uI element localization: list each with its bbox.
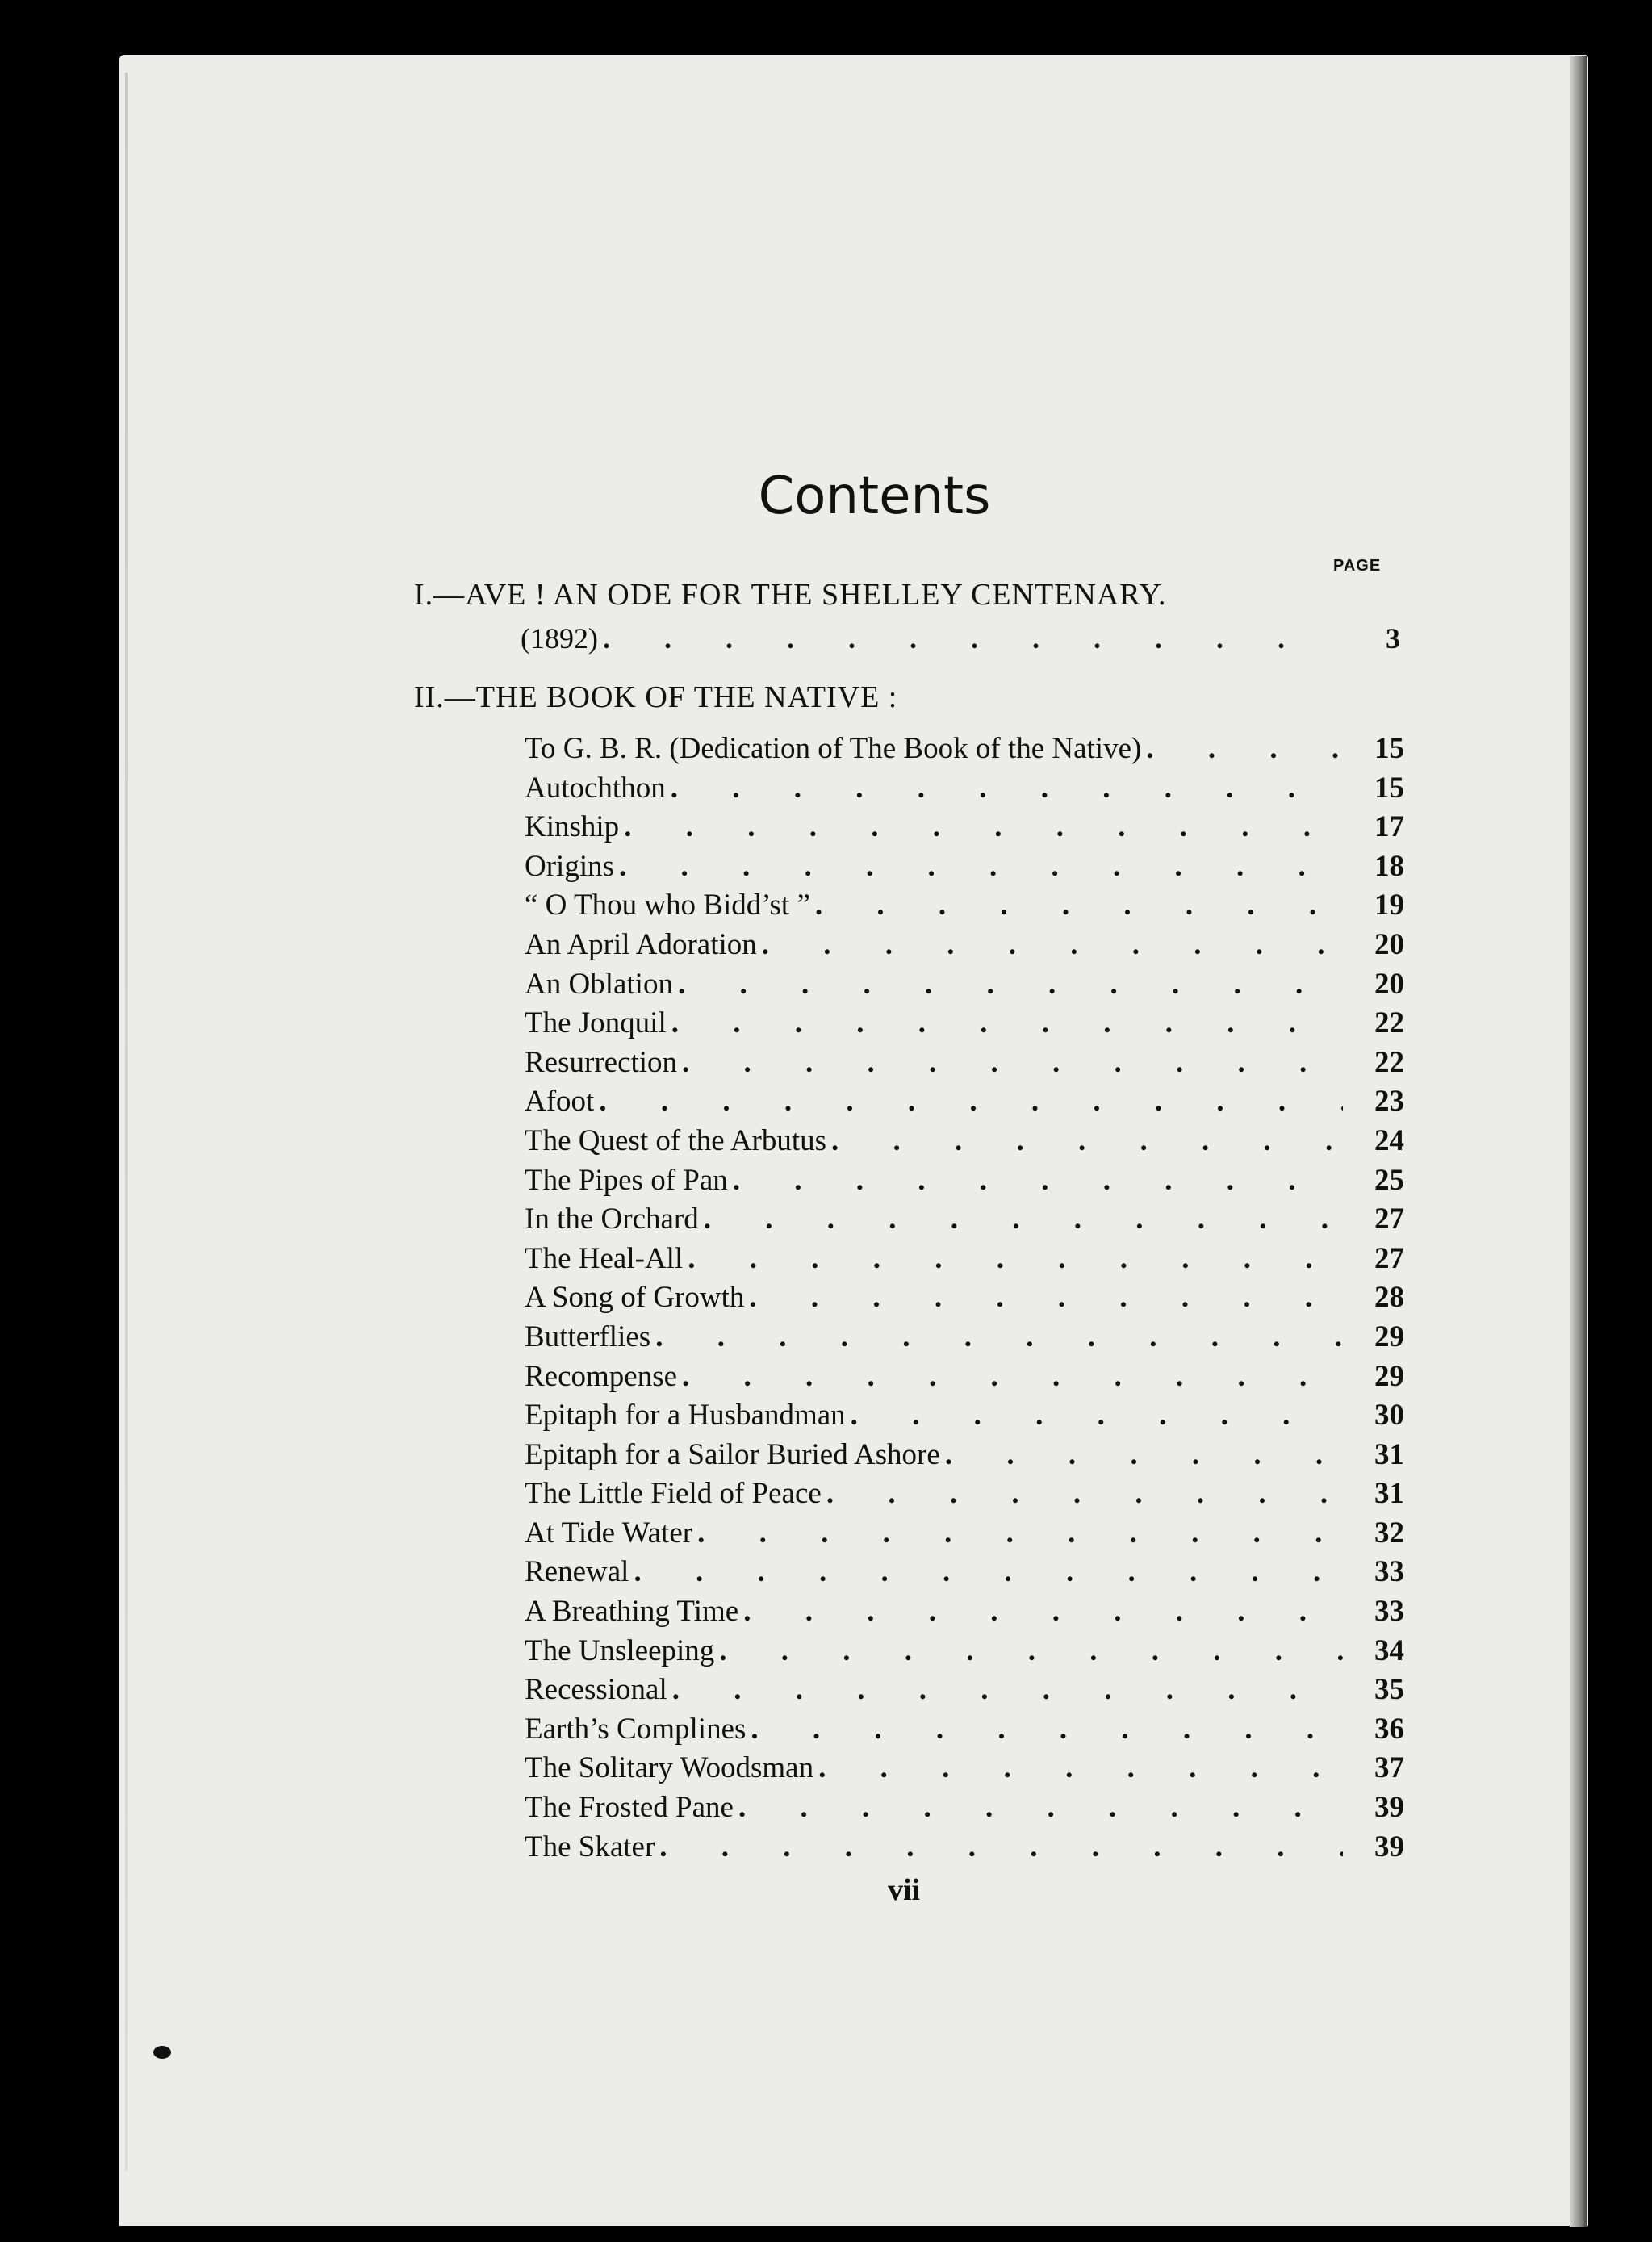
toc-entry-title: In the Orchard bbox=[525, 1203, 699, 1236]
toc-entry-page: 3 bbox=[1386, 622, 1400, 655]
leader-dots bbox=[749, 1278, 1343, 1318]
toc-entry-page: 18 bbox=[1374, 849, 1404, 883]
leader-dots bbox=[678, 965, 1343, 1005]
toc-entry-page: 20 bbox=[1374, 927, 1404, 961]
toc-entry-page: 15 bbox=[1374, 771, 1404, 805]
toc-entry-title: The Solitary Woodsman bbox=[525, 1751, 814, 1785]
toc-entry-title: The Pipes of Pan bbox=[525, 1163, 728, 1197]
toc-entry bbox=[525, 926, 1404, 965]
toc-entry-page: 39 bbox=[1374, 1791, 1404, 1825]
leader-dots bbox=[619, 847, 1343, 887]
toc-entry bbox=[525, 965, 1404, 1005]
page-edge-shadow bbox=[1570, 56, 1587, 2227]
toc-entry bbox=[525, 1318, 1404, 1357]
ink-blot bbox=[153, 2046, 171, 2059]
toc-entry bbox=[525, 1278, 1404, 1318]
toc-entry bbox=[525, 769, 1404, 809]
leader-dots bbox=[682, 1044, 1343, 1083]
toc-entry-title: Recessional bbox=[525, 1673, 667, 1707]
toc-entry bbox=[525, 1788, 1404, 1828]
toc-entry-title: Autochthon bbox=[525, 771, 666, 805]
toc-entry-title: Earth’s Complines bbox=[525, 1712, 747, 1746]
section-heading-2: II.—THE BOOK OF THE NATIVE : bbox=[414, 680, 898, 714]
toc-entry-title: Origins bbox=[525, 849, 614, 883]
toc-entry-title: Recompense bbox=[525, 1359, 678, 1393]
toc-entry-title: A Breathing Time bbox=[525, 1595, 739, 1629]
toc-entry-page: 39 bbox=[1374, 1830, 1404, 1863]
toc-entry-page: 31 bbox=[1374, 1437, 1404, 1471]
toc-entry-page: 29 bbox=[1374, 1359, 1404, 1393]
toc-entry bbox=[525, 1474, 1404, 1514]
toc-entry-page: 22 bbox=[1374, 1045, 1404, 1079]
toc-entry bbox=[525, 1357, 1404, 1397]
leader-dots bbox=[599, 1082, 1343, 1122]
leader-dots bbox=[831, 1122, 1343, 1161]
toc-entry bbox=[525, 1828, 1404, 1868]
toc-entry-page: 23 bbox=[1374, 1085, 1404, 1119]
leader-dots bbox=[733, 1161, 1343, 1201]
page-number: vii bbox=[888, 1873, 921, 1907]
leader-dots bbox=[719, 1632, 1343, 1671]
toc-entry-title: At Tide Water bbox=[525, 1516, 693, 1550]
toc-entry bbox=[525, 847, 1404, 887]
leader-dots bbox=[603, 621, 1339, 655]
toc-entry-page: 22 bbox=[1374, 1006, 1404, 1040]
toc-entry-title: “ O Thou who Bidd’st ” bbox=[525, 889, 810, 922]
toc-entry bbox=[525, 1592, 1404, 1632]
toc-entry-title: Resurrection bbox=[525, 1045, 678, 1079]
leader-dots bbox=[697, 1514, 1343, 1554]
toc-entry-page: 36 bbox=[1374, 1712, 1404, 1746]
leader-dots bbox=[682, 1357, 1343, 1397]
toc-list bbox=[525, 730, 1404, 1867]
leader-dots bbox=[826, 1474, 1343, 1514]
section-heading-1: I.—AVE ! AN ODE FOR THE SHELLEY CENTENARY. bbox=[414, 578, 1167, 612]
toc-entry bbox=[525, 1514, 1404, 1554]
toc-entry bbox=[525, 1044, 1404, 1083]
toc-entry bbox=[525, 1671, 1404, 1710]
leader-dots bbox=[688, 1240, 1343, 1279]
leader-dots bbox=[659, 1828, 1343, 1868]
toc-entry-title: Kinship bbox=[525, 810, 620, 844]
leader-dots bbox=[671, 1004, 1343, 1044]
leader-dots bbox=[743, 1592, 1343, 1632]
page-gutter bbox=[125, 73, 128, 2171]
leader-dots bbox=[738, 1788, 1343, 1828]
leader-dots bbox=[624, 808, 1343, 847]
toc-entry-title: An April Adoration bbox=[525, 927, 757, 961]
leader-dots bbox=[655, 1318, 1343, 1357]
leader-dots bbox=[751, 1710, 1343, 1750]
toc-entry-title: Epitaph for a Sailor Buried Ashore bbox=[525, 1437, 940, 1471]
toc-entry bbox=[525, 1396, 1404, 1436]
leader-dots bbox=[672, 1671, 1343, 1710]
leader-dots bbox=[815, 886, 1343, 926]
toc-entry-title: The Little Field of Peace bbox=[525, 1477, 822, 1511]
toc-entry bbox=[525, 1004, 1404, 1044]
toc-entry-title: An Oblation bbox=[525, 967, 673, 1001]
toc-entry bbox=[525, 1749, 1404, 1788]
toc-entry-title: Afoot bbox=[525, 1085, 595, 1119]
leader-dots bbox=[945, 1436, 1343, 1475]
toc-entry-title: The Heal-All bbox=[525, 1241, 684, 1275]
toc-entry-title: The Unsleeping bbox=[525, 1633, 715, 1667]
toc-entry bbox=[525, 886, 1404, 926]
toc-entry bbox=[525, 1200, 1404, 1240]
leader-dots bbox=[1146, 730, 1343, 769]
toc-entry-title: (1892) bbox=[521, 622, 598, 655]
toc-entry-page: 32 bbox=[1374, 1516, 1404, 1550]
toc-entry-page: 34 bbox=[1374, 1633, 1404, 1667]
toc-entry-page: 33 bbox=[1374, 1595, 1404, 1629]
toc-entry bbox=[525, 1240, 1404, 1279]
toc-entry-page: 33 bbox=[1374, 1555, 1404, 1589]
leader-dots bbox=[671, 769, 1343, 809]
toc-entry-title: The Jonquil bbox=[525, 1006, 667, 1040]
toc-entry-page: 15 bbox=[1374, 732, 1404, 765]
toc-entry-title: Epitaph for a Husbandman bbox=[525, 1399, 846, 1433]
toc-entry-page: 27 bbox=[1374, 1203, 1404, 1236]
toc-entry-title: To G. B. R. (Dedication of The Book of the Native) bbox=[525, 732, 1142, 765]
leader-dots bbox=[851, 1396, 1343, 1436]
toc-entry bbox=[525, 1122, 1404, 1161]
toc-entry bbox=[525, 1632, 1404, 1671]
toc-entry bbox=[525, 1161, 1404, 1201]
leader-dots bbox=[634, 1553, 1343, 1592]
page-column-label: PAGE bbox=[1333, 557, 1382, 575]
toc-entry-page: 29 bbox=[1374, 1320, 1404, 1353]
toc-entry bbox=[525, 1436, 1404, 1475]
toc-entry-title: The Frosted Pane bbox=[525, 1791, 734, 1825]
toc-entry-ave bbox=[521, 621, 1400, 655]
toc-entry-page: 37 bbox=[1374, 1751, 1404, 1785]
leader-dots bbox=[762, 926, 1343, 965]
page-title: Contents bbox=[758, 466, 991, 526]
toc-entry-title: Renewal bbox=[525, 1555, 629, 1589]
toc-entry bbox=[525, 730, 1404, 769]
toc-entry bbox=[525, 1710, 1404, 1750]
toc-entry-page: 31 bbox=[1374, 1477, 1404, 1511]
toc-entry-page: 25 bbox=[1374, 1163, 1404, 1197]
toc-entry bbox=[525, 808, 1404, 847]
toc-entry-title: Butterflies bbox=[525, 1320, 651, 1353]
toc-entry-title: The Quest of the Arbutus bbox=[525, 1123, 827, 1157]
toc-entry-page: 30 bbox=[1374, 1399, 1404, 1433]
leader-dots bbox=[818, 1749, 1343, 1788]
toc-entry-page: 24 bbox=[1374, 1123, 1404, 1157]
toc-entry-page: 35 bbox=[1374, 1673, 1404, 1707]
toc-entry-page: 27 bbox=[1374, 1241, 1404, 1275]
toc-entry-page: 20 bbox=[1374, 967, 1404, 1001]
toc-entry-title: A Song of Growth bbox=[525, 1281, 745, 1315]
leader-dots bbox=[704, 1200, 1343, 1240]
toc-entry bbox=[525, 1553, 1404, 1592]
toc-entry-title: The Skater bbox=[525, 1830, 655, 1863]
toc-entry-page: 28 bbox=[1374, 1281, 1404, 1315]
toc-entry bbox=[525, 1082, 1404, 1122]
toc-entry-page: 17 bbox=[1374, 810, 1404, 844]
toc-entry-page: 19 bbox=[1374, 889, 1404, 922]
